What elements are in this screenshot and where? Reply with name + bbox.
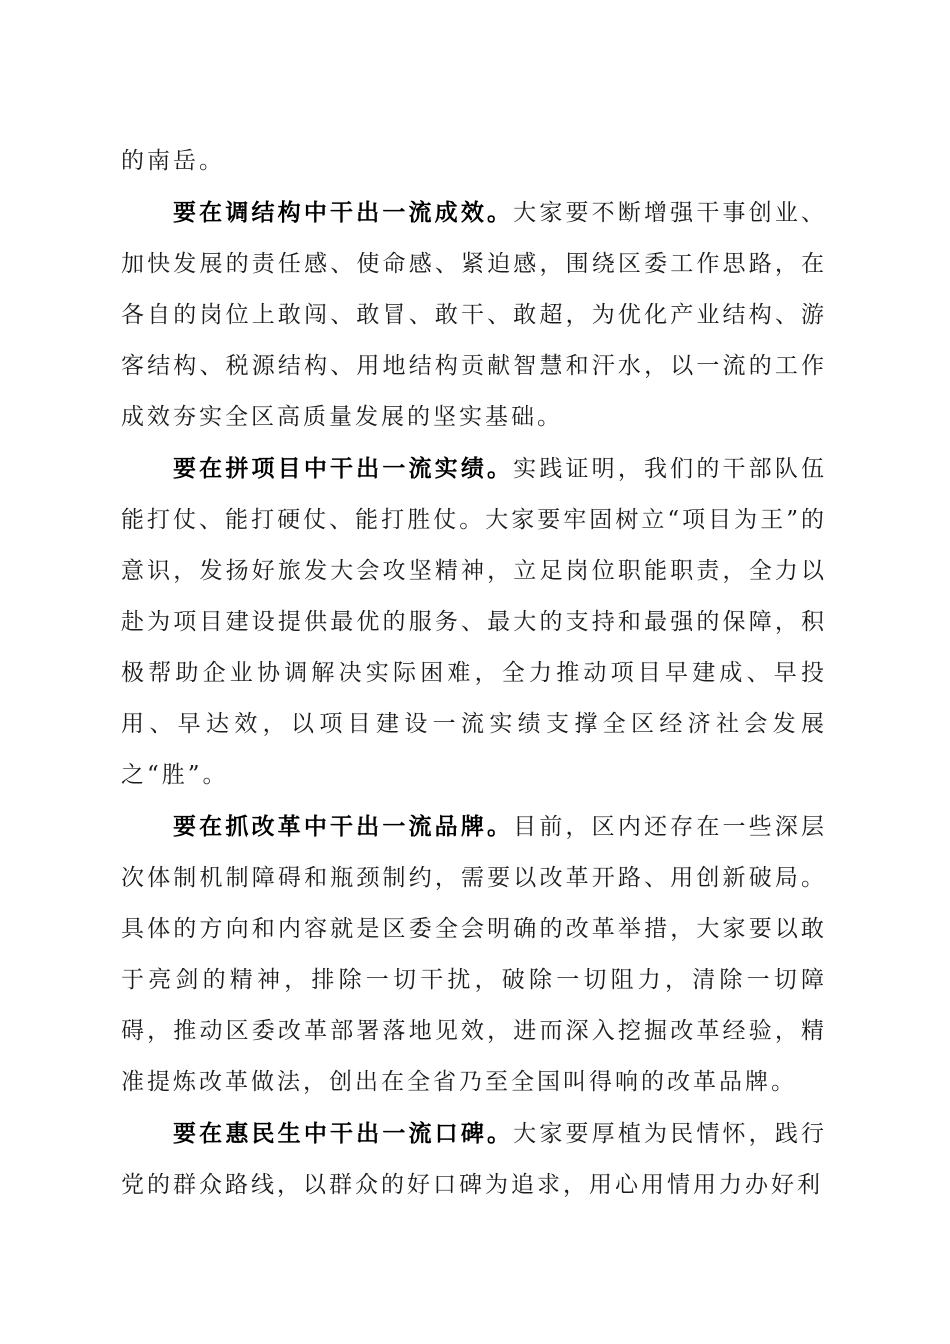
paragraph-lead: 要在惠民生中干出一流口碑。	[173, 1120, 514, 1147]
paragraph-adjust-structure	[121, 187, 827, 443]
paragraph-text: 的南岳。	[121, 148, 225, 174]
paragraph-text: 大家要不断增强干事创业、加快发展的责任感、使命感、紧迫感，围绕区委工作思路，在各自的岗位上敢闯、敢冒、敢干、敢超，为优化产业结构、游客结构、税源结构、用地结构贡献智慧和汗水，以一流的工作成效夯实全区高质量发展的坚实基础。	[121, 200, 828, 430]
paragraph-text: 实践证明，我们的干部队伍能打仗、能打硬仗、能打胜仗。大家要牢固树立“项目为王”的意识，发扬好旅发大会攻坚精神，立足岗位职能职责，全力以赴为项目建设提供最优的服务、最大的支持和最强的保障，积极帮助企业协调解决实际困难，全力推动项目早建成、早投用、早达效，以项目建设一流实绩支撑全区经济社会发展之“胜”。	[121, 456, 828, 788]
document-body	[121, 136, 827, 1211]
paragraph-projects	[121, 443, 827, 801]
paragraph-continuation	[121, 136, 827, 187]
paragraph-text: 大家要厚植为民情怀，践行党的群众路线，以群众的好口碑为追求，用心用情用力办好利	[121, 1121, 828, 1198]
paragraph-text: 目前，区内还存在一些深层次体制机制障碍和瓶颈制约，需要以改革开路、用创新破局。具体的方向和内容就是区委全会明确的改革举措，大家要以敢于亮剑的精神，排除一切干扰，破除一切阻力，清除一切障碍，推动区委改革部署落地见效，进而深入挖掘改革经验，精准提炼改革做法，创出在全省乃至全国叫得响的改革品牌。	[121, 814, 828, 1095]
paragraph-lead: 要在调结构中干出一流成效。	[173, 199, 514, 226]
paragraph-lead: 要在拼项目中干出一流实绩。	[173, 455, 514, 482]
paragraph-reform	[121, 801, 827, 1108]
paragraph-livelihood	[121, 1108, 827, 1211]
paragraph-lead: 要在抓改革中干出一流品牌。	[173, 813, 514, 840]
